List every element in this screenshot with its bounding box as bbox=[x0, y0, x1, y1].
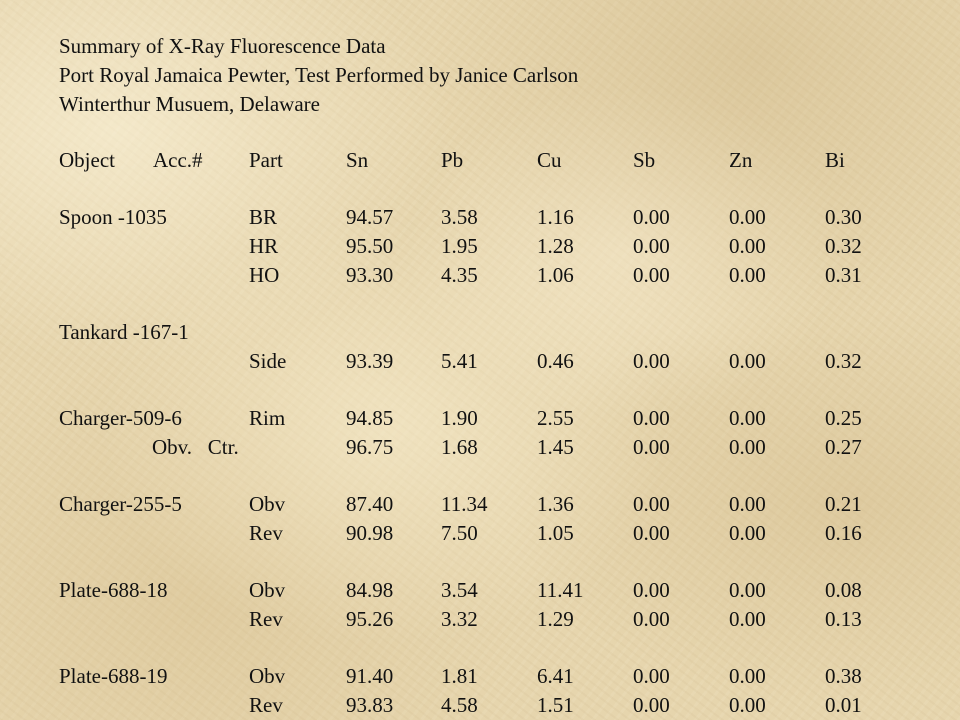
cell-bi: 0.27 bbox=[825, 435, 862, 459]
cell-zn: 0.00 bbox=[729, 578, 766, 602]
cell-part: Obv bbox=[249, 492, 286, 516]
cell-part: Obv. Ctr. bbox=[152, 435, 239, 459]
cell-bi: 0.01 bbox=[825, 693, 862, 717]
cell-sb: 0.00 bbox=[633, 521, 670, 545]
cell-zn: 0.00 bbox=[729, 693, 766, 717]
cell-object: Charger-255-5 bbox=[59, 492, 182, 516]
cell-bi: 0.32 bbox=[825, 234, 862, 258]
cell-zn: 0.00 bbox=[729, 406, 766, 430]
cell-pb: 1.68 bbox=[441, 435, 478, 459]
cell-object: Tankard -167-1 bbox=[59, 320, 189, 344]
cell-sb: 0.00 bbox=[633, 578, 670, 602]
cell-zn: 0.00 bbox=[729, 607, 766, 631]
cell-sb: 0.00 bbox=[633, 693, 670, 717]
cell-sb: 0.00 bbox=[633, 205, 670, 229]
cell-bi: 0.31 bbox=[825, 263, 862, 287]
cell-zn: 0.00 bbox=[729, 263, 766, 287]
cell-cu: 1.29 bbox=[537, 607, 574, 631]
cell-sn: 93.39 bbox=[346, 349, 394, 373]
cell-sb: 0.00 bbox=[633, 263, 670, 287]
cell-object: Plate-688-18 bbox=[59, 578, 168, 602]
cell-sn: 94.57 bbox=[346, 205, 394, 229]
cell-zn: 0.00 bbox=[729, 521, 766, 545]
cell-part: Obv bbox=[249, 578, 286, 602]
col-header-cu: Cu bbox=[537, 148, 562, 172]
cell-cu: 1.16 bbox=[537, 205, 574, 229]
cell-zn: 0.00 bbox=[729, 349, 766, 373]
document-subtitle: Port Royal Jamaica Pewter, Test Performed by Janice Carlson bbox=[59, 63, 579, 87]
cell-sb: 0.00 bbox=[633, 406, 670, 430]
cell-cu: 1.28 bbox=[537, 234, 574, 258]
cell-zn: 0.00 bbox=[729, 234, 766, 258]
cell-sb: 0.00 bbox=[633, 435, 670, 459]
cell-pb: 1.81 bbox=[441, 664, 478, 688]
cell-sn: 87.40 bbox=[346, 492, 394, 516]
cell-sn: 91.40 bbox=[346, 664, 394, 688]
cell-cu: 1.36 bbox=[537, 492, 574, 516]
cell-bi: 0.16 bbox=[825, 521, 862, 545]
cell-part: HR bbox=[249, 234, 279, 258]
cell-sn: 95.26 bbox=[346, 607, 394, 631]
cell-zn: 0.00 bbox=[729, 435, 766, 459]
cell-sb: 0.00 bbox=[633, 607, 670, 631]
cell-cu: 0.46 bbox=[537, 349, 574, 373]
cell-cu: 1.45 bbox=[537, 435, 574, 459]
cell-pb: 4.58 bbox=[441, 693, 478, 717]
cell-bi: 0.21 bbox=[825, 492, 862, 516]
cell-bi: 0.13 bbox=[825, 607, 862, 631]
cell-cu: 11.41 bbox=[537, 578, 584, 602]
cell-part: Rev bbox=[249, 693, 283, 717]
cell-cu: 2.55 bbox=[537, 406, 574, 430]
cell-pb: 3.58 bbox=[441, 205, 478, 229]
cell-pb: 3.32 bbox=[441, 607, 478, 631]
cell-object: Spoon -1035 bbox=[59, 205, 167, 229]
cell-sn: 93.30 bbox=[346, 263, 394, 287]
document-title: Summary of X-Ray Fluorescence Data bbox=[59, 34, 386, 58]
col-header-zn: Zn bbox=[729, 148, 753, 172]
cell-sn: 95.50 bbox=[346, 234, 394, 258]
cell-cu: 6.41 bbox=[537, 664, 574, 688]
cell-part: Rev bbox=[249, 607, 283, 631]
cell-sb: 0.00 bbox=[633, 664, 670, 688]
cell-zn: 0.00 bbox=[729, 664, 766, 688]
cell-part: Obv bbox=[249, 664, 286, 688]
cell-pb: 11.34 bbox=[441, 492, 488, 516]
cell-bi: 0.32 bbox=[825, 349, 862, 373]
cell-sn: 94.85 bbox=[346, 406, 394, 430]
col-header-sb: Sb bbox=[633, 148, 656, 172]
col-header-bi: Bi bbox=[825, 148, 845, 172]
cell-sn: 90.98 bbox=[346, 521, 394, 545]
cell-bi: 0.38 bbox=[825, 664, 862, 688]
cell-pb: 1.95 bbox=[441, 234, 478, 258]
cell-cu: 1.05 bbox=[537, 521, 574, 545]
cell-pb: 1.90 bbox=[441, 406, 478, 430]
col-header-sn: Sn bbox=[346, 148, 369, 172]
cell-bi: 0.08 bbox=[825, 578, 862, 602]
cell-sn: 96.75 bbox=[346, 435, 394, 459]
cell-pb: 4.35 bbox=[441, 263, 478, 287]
col-header-acc: Acc.# bbox=[153, 148, 203, 172]
cell-part: Rev bbox=[249, 521, 283, 545]
col-header-object: Object bbox=[59, 148, 115, 172]
cell-sb: 0.00 bbox=[633, 349, 670, 373]
cell-cu: 1.51 bbox=[537, 693, 574, 717]
cell-bi: 0.25 bbox=[825, 406, 862, 430]
cell-bi: 0.30 bbox=[825, 205, 862, 229]
cell-zn: 0.00 bbox=[729, 205, 766, 229]
cell-part: BR bbox=[249, 205, 278, 229]
cell-sn: 84.98 bbox=[346, 578, 394, 602]
cell-zn: 0.00 bbox=[729, 492, 766, 516]
cell-pb: 3.54 bbox=[441, 578, 478, 602]
cell-sn: 93.83 bbox=[346, 693, 394, 717]
col-header-part: Part bbox=[249, 148, 283, 172]
cell-part: Side bbox=[249, 349, 287, 373]
cell-pb: 5.41 bbox=[441, 349, 478, 373]
cell-object: Charger-509-6 bbox=[59, 406, 182, 430]
cell-pb: 7.50 bbox=[441, 521, 478, 545]
document-institution: Winterthur Musuem, Delaware bbox=[59, 92, 320, 116]
col-header-pb: Pb bbox=[441, 148, 464, 172]
cell-object: Plate-688-19 bbox=[59, 664, 168, 688]
cell-sb: 0.00 bbox=[633, 492, 670, 516]
cell-part: HO bbox=[249, 263, 280, 287]
cell-part: Rim bbox=[249, 406, 286, 430]
cell-cu: 1.06 bbox=[537, 263, 574, 287]
cell-sb: 0.00 bbox=[633, 234, 670, 258]
